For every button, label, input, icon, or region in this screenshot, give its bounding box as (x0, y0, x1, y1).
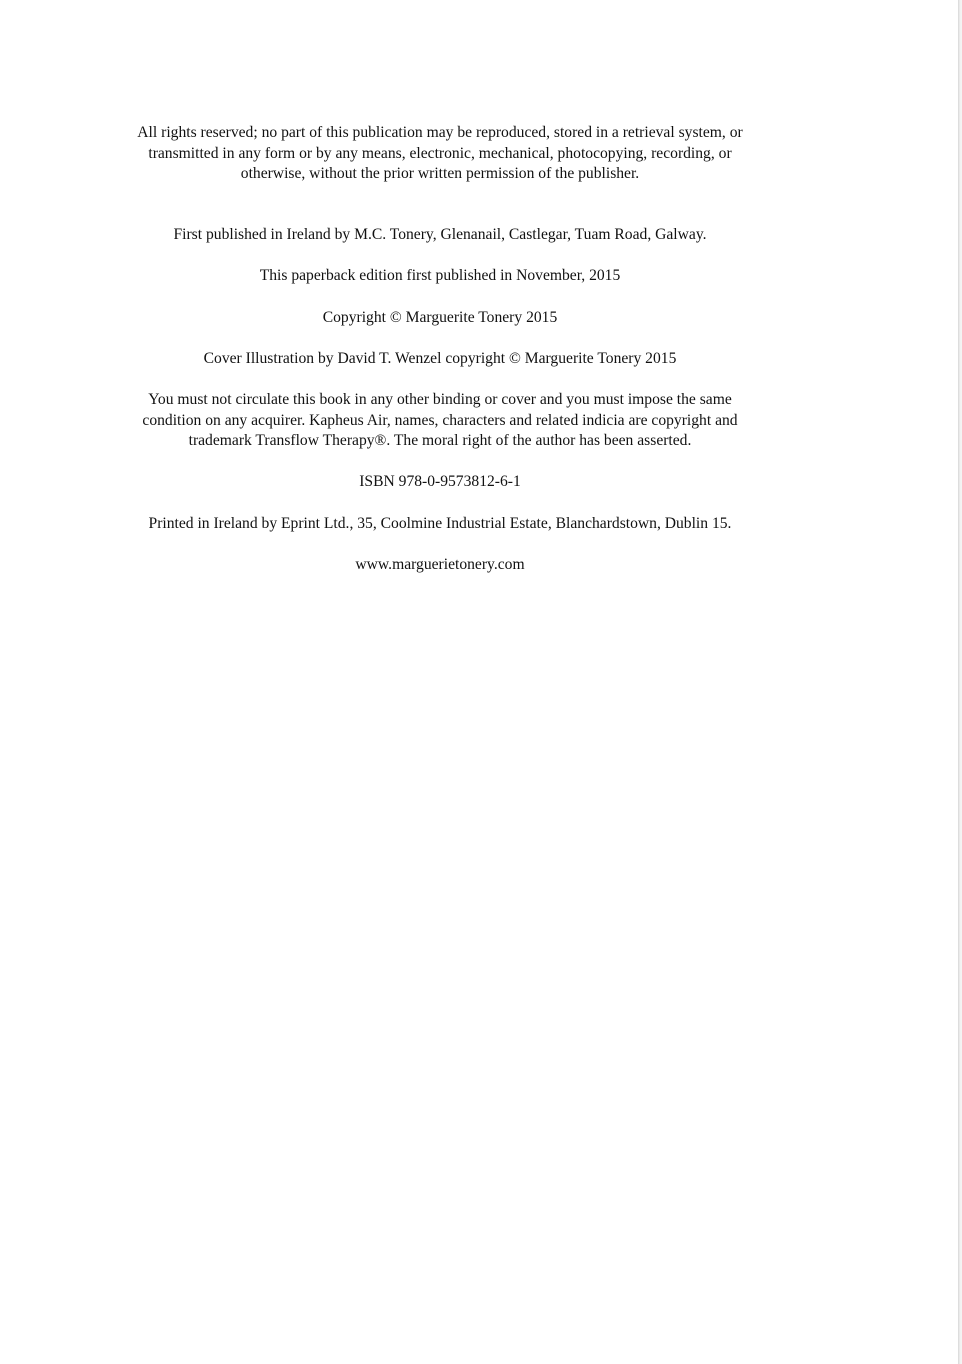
circulation-line-2: condition on any acquirer. Kapheus Air, names, characters and related indicia are copyright and (142, 411, 738, 429)
first-published-line: First published in Ireland by M.C. Tonery, Glenanail, Castlegar, Tuam Road, Galway. (173, 226, 707, 244)
isbn-line: ISBN 978-0-9573812-6-1 (359, 473, 521, 491)
rights-line-1: All rights reserved; no part of this publication may be reproduced, stored in a retrieval system, or (137, 124, 743, 141)
circulation-notice (90, 390, 790, 452)
cover-illustration-line: Cover Illustration by David T. Wenzel copyright © Marguerite Tonery 2015 (203, 349, 677, 367)
page-edge-shadow (958, 0, 962, 1364)
website-link: www.marguerietonery.com (355, 555, 525, 573)
circulation-line-3: trademark Transflow Therapy®. The moral right of the author has been asserted. (188, 432, 692, 450)
circulation-line-1: You must not circulate this book in any other binding or cover and you must impose the same (148, 391, 732, 409)
rights-line-2: transmitted in any form or by any means, electronic, mechanical, photocopying, recording, or (148, 144, 732, 162)
rights-line-3: otherwise, without the prior written permission of the publisher. (240, 165, 640, 183)
rights-reserved-notice (90, 123, 790, 185)
printer-line: Printed in Ireland by Eprint Ltd., 35, Coolmine Industrial Estate, Blanchardstown, Dublin 15. (148, 514, 732, 532)
paperback-edition-line: This paperback edition first published in November, 2015 (259, 267, 621, 285)
copyright-block (90, 123, 790, 575)
copyright-line: Copyright © Marguerite Tonery 2015 (322, 308, 558, 326)
